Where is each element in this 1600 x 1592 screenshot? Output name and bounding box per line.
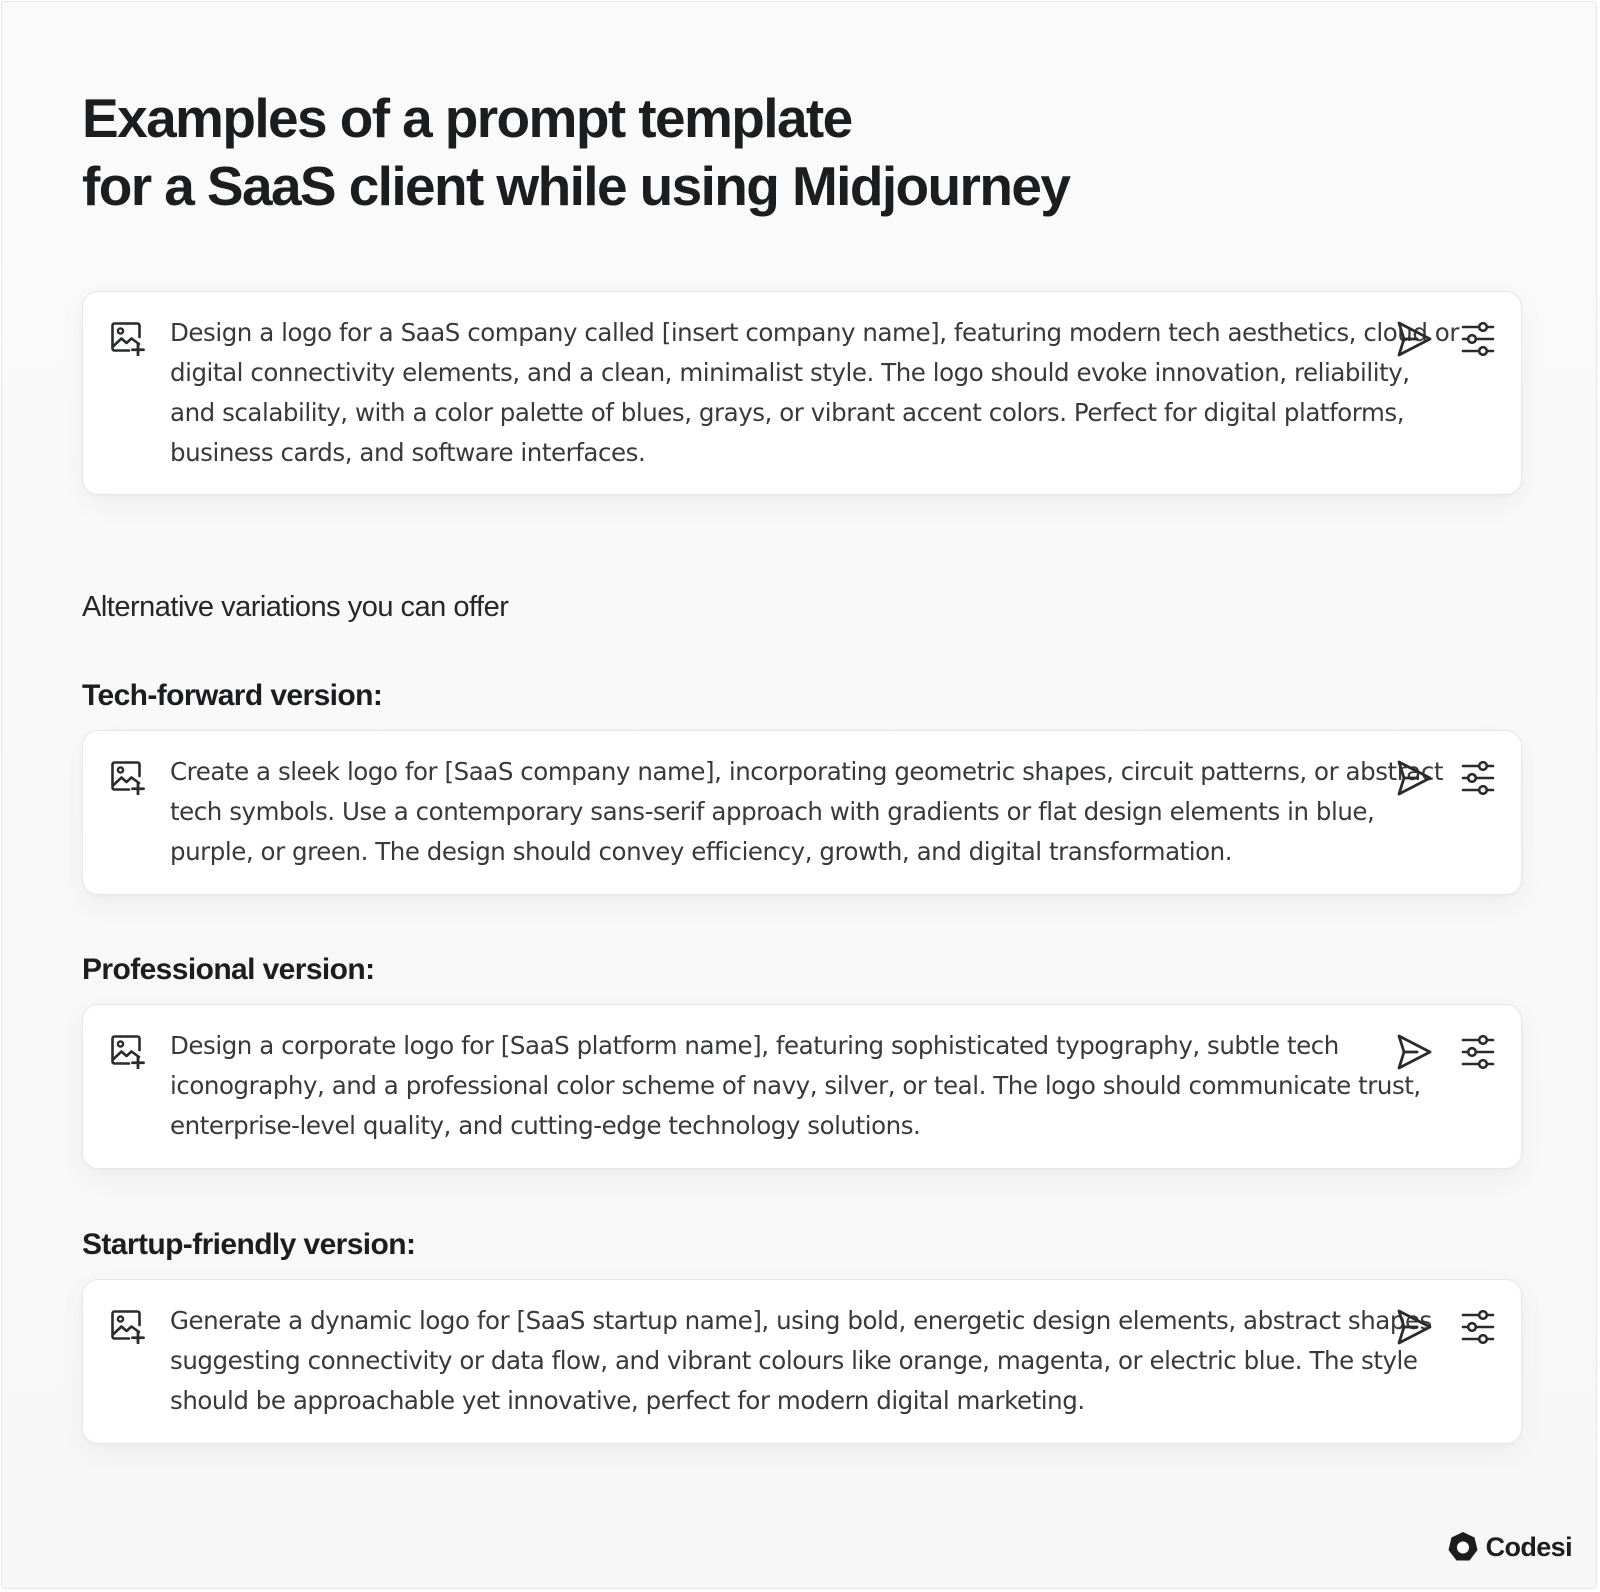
variation-heading-professional: Professional version:: [82, 953, 375, 986]
variation-prompt-text: Create a sleek logo for [SaaS company name], incorporating geometric shapes, circuit patterns, or abstract tech symbols. Use a contemporary sans-serif approach with gradients or flat design elements in blue, purple, or green. The design should convey efficiency, growth, and digital transformation.: [170, 757, 1444, 866]
settings-sliders-icon[interactable]: [1457, 1306, 1499, 1348]
settings-sliders-icon[interactable]: [1457, 1031, 1499, 1073]
send-icon[interactable]: [1393, 318, 1435, 360]
variation-card-tech-forward: [82, 730, 1522, 895]
section-subtitle: Alternative variations you can offer: [82, 591, 509, 623]
settings-sliders-icon[interactable]: [1457, 318, 1499, 360]
add-image-icon[interactable]: [109, 320, 145, 356]
brand-logo: [1446, 1530, 1572, 1564]
add-image-icon[interactable]: [109, 759, 145, 795]
add-image-icon[interactable]: [109, 1033, 145, 1069]
variation-card-startup-friendly: [82, 1279, 1522, 1444]
send-icon[interactable]: [1393, 1031, 1435, 1073]
variation-heading-startup-friendly: Startup-friendly version:: [82, 1228, 416, 1261]
variation-prompt-text: Generate a dynamic logo for [SaaS startup name], using bold, energetic design elements, abstract shapes suggesting connectivity or data flow, and vibrant colours like orange, magenta, or electric blue. The style should be approachable yet innovative, perfect for modern digital marketing.: [170, 1306, 1432, 1415]
page-title-line-2: for a SaaS client while using Midjourney: [82, 155, 1070, 217]
settings-sliders-icon[interactable]: [1457, 757, 1499, 799]
codesi-logo-icon: [1446, 1530, 1480, 1564]
brand-name: Codesi: [1485, 1531, 1572, 1562]
page-title: [82, 84, 1282, 220]
page-frame: [1, 1, 1597, 1589]
main-prompt-card: [82, 291, 1522, 495]
variation-prompt-text: Design a corporate logo for [SaaS platform name], featuring sophisticated typography, subtle tech iconography, and a professional color scheme of navy, silver, or teal. The logo should communicate trust, enterprise-level quality, and cutting-edge technology solutions.: [170, 1031, 1421, 1140]
send-icon[interactable]: [1393, 1306, 1435, 1348]
send-icon[interactable]: [1393, 757, 1435, 799]
variation-card-professional: [82, 1004, 1522, 1169]
variation-heading-tech-forward: Tech-forward version:: [82, 679, 383, 712]
page-title-line-1: Examples of a prompt template: [82, 87, 852, 149]
main-prompt-text: Design a logo for a SaaS company called [insert company name], featuring modern tech aesthetics, cloud or digital connectivity elements, and a clean, minimalist style. The logo should evoke innovation, reliability, and scalability, with a color palette of blues, grays, or vibrant accent colors. Perfect for digital platforms, business cards, and software interfaces.: [170, 318, 1459, 467]
add-image-icon[interactable]: [109, 1308, 145, 1344]
